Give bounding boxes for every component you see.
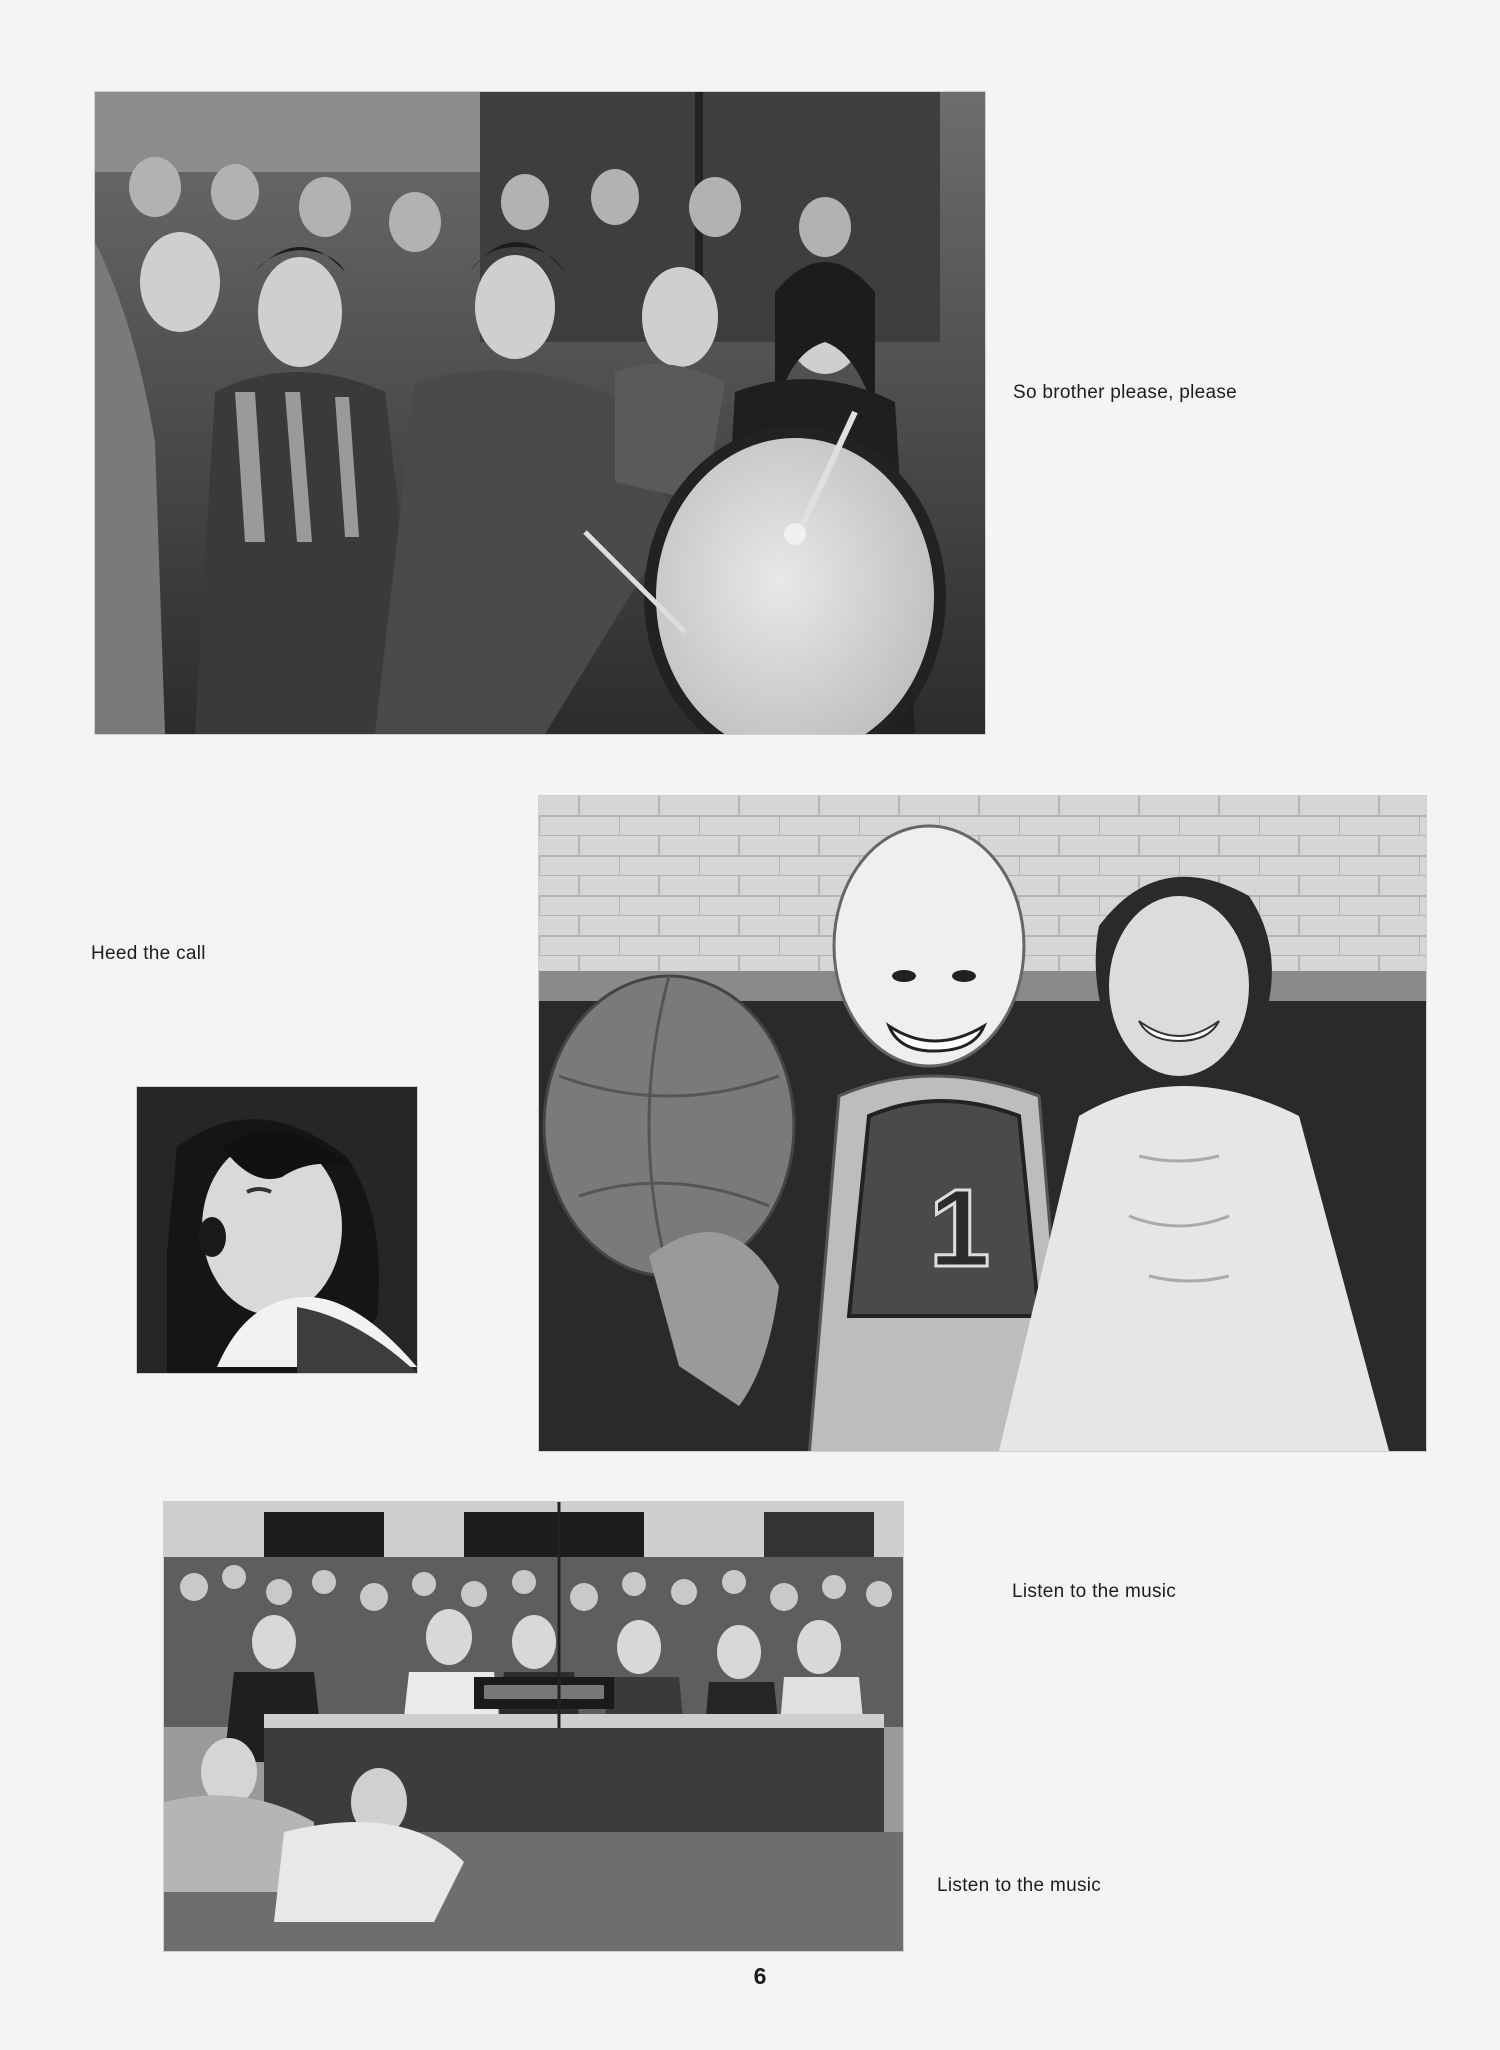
crowd-drum-image [95,92,985,734]
caption-listen-music-upper: Listen to the music [1012,1581,1177,1602]
mascot-jersey-number: 1 [929,1167,991,1290]
outdoor-crowd-photo [164,1502,903,1951]
caption-listen-music-lower: Listen to the music [937,1875,1102,1896]
mascot-boy-photo [539,796,1426,1451]
caption-heed-the-call: Heed the call [91,943,206,964]
caption-so-brother: So brother please, please [1013,382,1238,403]
outdoor-crowd-image [164,1502,903,1951]
mascot-boy-image [539,796,1426,1451]
page-number: 6 [753,1963,767,1989]
laughing-girl-image [137,1087,417,1373]
laughing-girl-photo [137,1087,417,1373]
crowd-drum-photo [95,92,985,734]
